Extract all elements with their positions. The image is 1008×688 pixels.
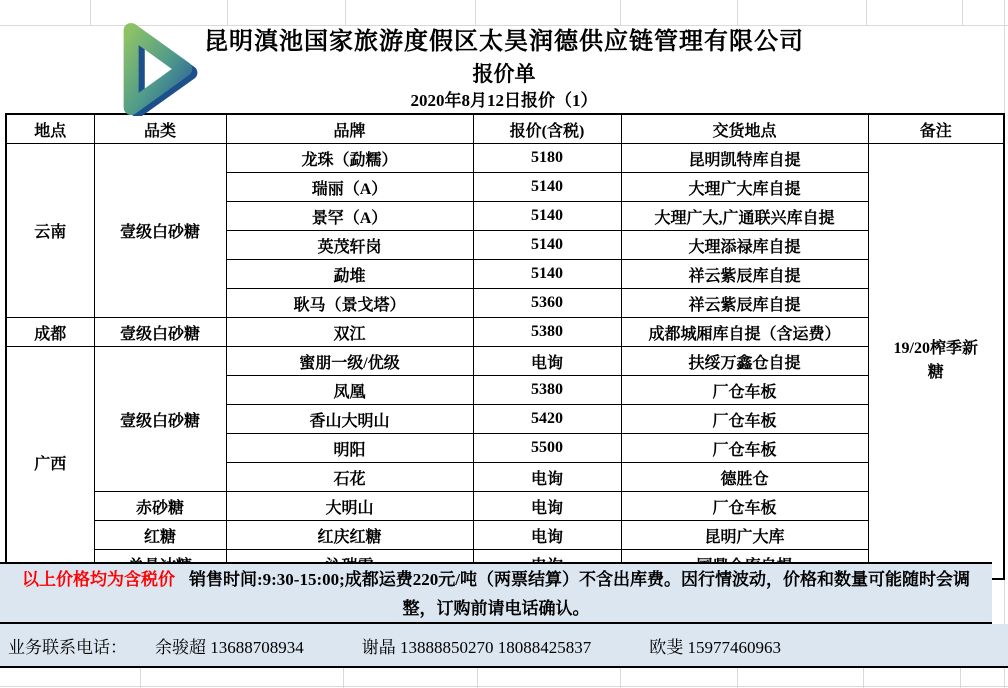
table-row [6, 144, 1004, 173]
gridline [737, 668, 738, 688]
price-cell: 5140 [473, 202, 621, 231]
table-row [6, 347, 1004, 376]
location-cell: 云南 [6, 144, 94, 318]
price-cell: 电询 [473, 463, 621, 492]
price-cell: 5380 [473, 376, 621, 405]
company-logo [98, 22, 200, 116]
category-cell: 壹级白砂糖 [94, 144, 226, 318]
delivery-cell: 扶绥万鑫仓自提 [621, 347, 868, 376]
contact-entry-1: 余骏超 13688708934 [155, 637, 304, 657]
delivery-cell: 厂仓车板 [621, 376, 868, 405]
gridline [620, 668, 621, 688]
price-cell: 5500 [473, 434, 621, 463]
brand-cell: 石花 [226, 463, 473, 492]
delivery-cell: 大理添禄库自提 [621, 231, 868, 260]
contact-entry-3: 欧斐 15977460963 [649, 637, 781, 657]
gridline [737, 0, 738, 25]
notes-band [0, 562, 992, 624]
tax-included-note: 以上价格均为含税价 [21, 570, 175, 589]
price-table [5, 113, 1005, 580]
delivery-cell: 祥云紫辰库自提 [621, 260, 868, 289]
delivery-cell: 厂仓车板 [621, 405, 868, 434]
delivery-cell: 大理广大,广通联兴库自提 [621, 202, 868, 231]
gridline [0, 686, 1008, 687]
table-row [6, 521, 1004, 550]
price-cell: 5420 [473, 405, 621, 434]
company-name: 昆明滇池国家旅游度假区太昊润德供应链管理有限公司 [204, 29, 804, 55]
brand-cell: 凤凰 [226, 376, 473, 405]
contact-label: 业务联系电话： [8, 637, 127, 657]
quote-date: 2020年8月12日报价（1） [410, 91, 598, 110]
brand-cell: 香山大明山 [226, 405, 473, 434]
location-cell: 成都 [6, 318, 94, 347]
delivery-cell: 大理广大库自提 [621, 173, 868, 202]
remark-cell: 19/20榨季新糖 [868, 144, 1004, 580]
brand-cell: 耿马（景戈塔） [226, 289, 473, 318]
delivery-cell: 德胜仓 [621, 463, 868, 492]
delivery-cell: 厂仓车板 [621, 434, 868, 463]
header-row [6, 114, 1004, 144]
price-cell: 5380 [473, 318, 621, 347]
gridline [863, 668, 864, 688]
contact-band [0, 624, 1008, 668]
category-cell: 壹级白砂糖 [94, 318, 226, 347]
delivery-cell: 昆明广大库 [621, 521, 868, 550]
gridline [345, 0, 346, 25]
price-cell: 5360 [473, 289, 621, 318]
gridline [227, 0, 228, 25]
price-cell: 电询 [473, 521, 621, 550]
category-cell: 壹级白砂糖 [94, 347, 226, 492]
category-cell: 红糖 [94, 521, 226, 550]
gridline [90, 0, 91, 25]
price-cell: 5140 [473, 231, 621, 260]
delivery-cell: 成都城厢库自提（含运费） [621, 318, 868, 347]
col-header-price: 报价(含税) [473, 114, 621, 144]
gridline [477, 668, 478, 688]
price-cell: 电询 [473, 492, 621, 521]
gridline [140, 668, 141, 688]
brand-cell: 大明山 [226, 492, 473, 521]
brand-cell: 勐堆 [226, 260, 473, 289]
delivery-cell: 厂仓车板 [621, 492, 868, 521]
gridline [960, 668, 961, 688]
col-header-location: 地点 [6, 114, 94, 144]
brand-cell: 龙珠（勐糯） [226, 144, 473, 173]
document-title: 报价单 [472, 62, 536, 86]
gridline [343, 668, 344, 688]
gridline [866, 0, 867, 25]
contact-entry-2: 谢晶 13888850270 18088425837 [361, 637, 592, 657]
table-row [6, 492, 1004, 521]
col-header-remark: 备注 [868, 114, 1004, 144]
price-cell: 5140 [473, 173, 621, 202]
brand-cell: 红庆红糖 [226, 521, 473, 550]
gridline [962, 0, 963, 25]
col-header-category: 品类 [94, 114, 226, 144]
price-cell: 5140 [473, 260, 621, 289]
col-header-brand: 品牌 [226, 114, 473, 144]
gridline [475, 0, 476, 25]
brand-cell: 瑞丽（A） [226, 173, 473, 202]
brand-cell: 明阳 [226, 434, 473, 463]
price-cell: 电询 [473, 347, 621, 376]
gridline [620, 0, 621, 25]
brand-cell: 蜜朋一级/优级 [226, 347, 473, 376]
delivery-cell: 祥云紫辰库自提 [621, 289, 868, 318]
delivery-cell: 昆明凯特库自提 [621, 144, 868, 173]
col-header-delivery: 交货地点 [621, 114, 868, 144]
brand-cell: 英茂轩岗 [226, 231, 473, 260]
brand-cell: 景罕（A） [226, 202, 473, 231]
price-cell: 5180 [473, 144, 621, 173]
location-cell: 广西 [6, 347, 94, 580]
category-cell: 赤砂糖 [94, 492, 226, 521]
sales-note: 销售时间:9:30-15:00;成都运费220元/吨（两票结算）不含出库费。因行情波动，价格和数量可能随时会调整，订购前请电话确认。 [188, 570, 971, 618]
table-row [6, 318, 1004, 347]
brand-cell: 双江 [226, 318, 473, 347]
